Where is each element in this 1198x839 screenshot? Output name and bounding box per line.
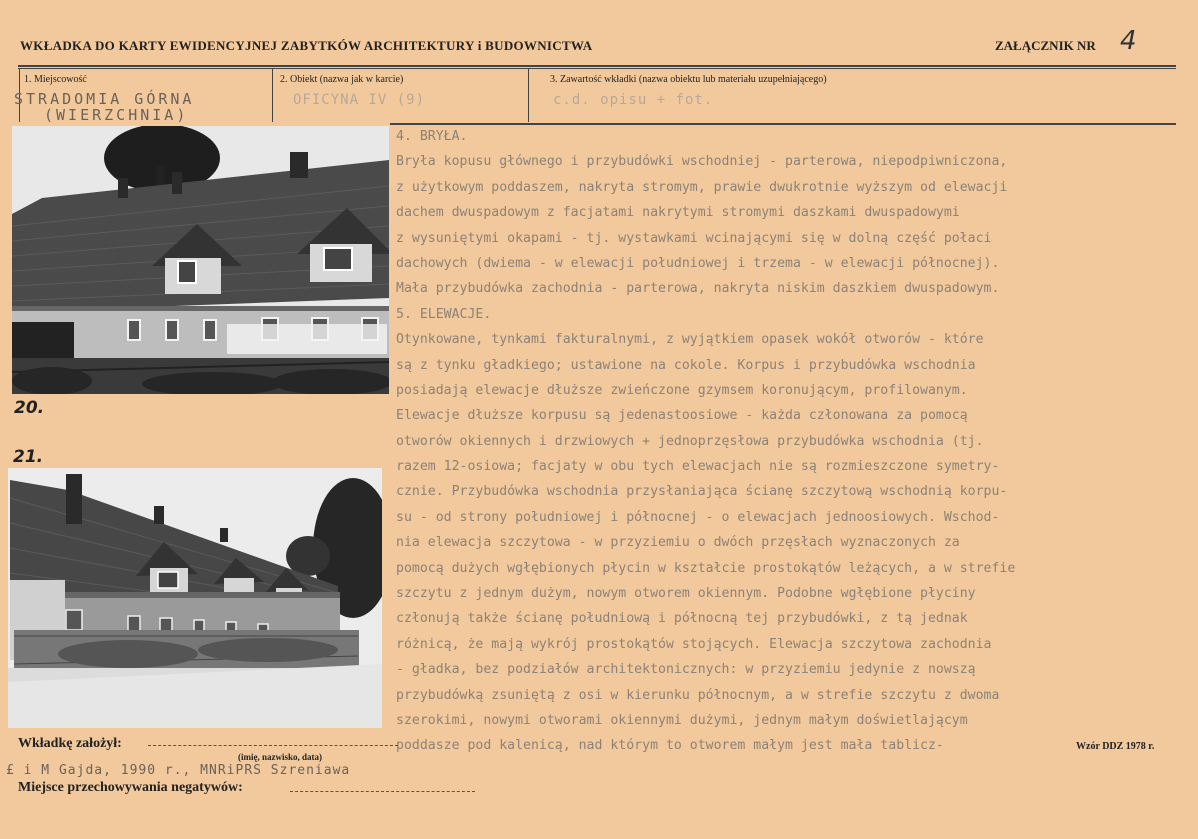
author-value: £ i M Gajda, 1990 r., MNRiPRS Szreniawa <box>6 763 351 778</box>
text-line: Otynkowane, tynkami fakturalnymi, z wyjątkiem opasek wokół otworów - które <box>396 332 984 348</box>
object-value: OFICYNA IV (9) <box>293 92 426 108</box>
negatives-label: Miejsce przechowywania negatywów: <box>18 780 243 795</box>
text-line: Bryła kopusu głównego i przybudówki wschodniej - parterowa, niepodpiwniczona, <box>396 154 1008 170</box>
photo-number-2: 21. <box>13 447 44 467</box>
text-line: 4. BRYŁA. <box>396 129 468 144</box>
text-line: dachem dwuspadowym z facjatami nakrytymi stromymi daszkami dwuspadowymi <box>396 205 960 221</box>
text-line: otworów okiennych i drzwiowych + jednoprzęsłowa przybudówka wschodnia (tj. <box>396 433 984 449</box>
text-line: su - od strony południowej i północnej - o elewacjach jednoosiowych. Wschod- <box>396 509 1000 525</box>
text-line: dachowych (dwiema - w elewacji południowej i trzema - w elewacji północnej). <box>396 255 1000 271</box>
card-title: WKŁADKA DO KARTY EWIDENCYJNEJ ZABYTKÓW ARCHITEKTURY i BUDOWNICTWA <box>20 38 593 53</box>
text-line: Mała przybudówka zachodnia - parterowa, nakryta niskim daszkiem dwuspadowym. <box>396 281 1000 297</box>
text-line: różnicą, że mają wykrój prostokątów stojących. Elewacja szczytowa zachodnia <box>396 636 992 652</box>
text-line: przybudówką zsuniętą z osi w kierunku północnym, a w strefie szczytu z dwoma <box>396 687 1000 703</box>
text-line: szerokimi, nowymi otworami okiennymi dużymi, jednym małym doświetlającym <box>396 712 968 728</box>
locality-value-line1: STRADOMIA GÓRNA <box>14 90 195 108</box>
text-line: - gładka, bez podziałów architektonicznych: w przyziemiu jedynie z nowszą <box>396 662 976 678</box>
description-text <box>396 124 1186 759</box>
header-rule-thin <box>18 68 1176 69</box>
author-label: Wkładkę założył: <box>18 736 122 751</box>
field-divider <box>528 68 529 122</box>
attachment-number: 4 <box>1120 26 1137 56</box>
content-label: 3. Zawartość wkładki (nazwa obiektu lub materiału uzupełniającego) <box>550 74 827 85</box>
text-line: posiadają elewacje dłuższe zwieńczone gzymsem koronującym, profilowanym. <box>396 382 968 398</box>
header-rule <box>18 65 1176 67</box>
field-divider <box>272 68 273 122</box>
text-line: poddasze pod kalenicą, nad którym to otworem małym jest mała tablicz- <box>396 738 944 754</box>
text-line: Elewacje dłuższe korpusu są jedenastoosiowe - każda członowana za pomocą <box>396 408 968 424</box>
text-line: cznie. Przybudówka wschodnia przysłaniająca ścianę szczytową wschodnią korpu- <box>396 484 1008 500</box>
text-line: szczytu z jednym dużym, nowym otworem okiennym. Podobne wgłębione płyciny <box>396 586 976 602</box>
content-value: c.d. opisu + fot. <box>553 92 714 108</box>
locality-label: 1. Miejscowość <box>24 74 87 85</box>
attachment-label: ZAŁĄCZNIK NR <box>995 38 1096 53</box>
text-line: z użytkowym poddaszem, nakryta stromym, prawie dwukrotnie wyższym od elewacji <box>396 179 1008 195</box>
photo-building-corner <box>8 468 382 728</box>
text-line: nia elewacja szczytowa - w przyziemiu o dwóch przęsłach wyznaczonych za <box>396 535 960 551</box>
negatives-line <box>290 791 475 792</box>
text-line: członują także ścianę południową i północną tej przybudówki, z tą jednak <box>396 611 968 627</box>
object-label: 2. Obiekt (nazwa jak w karcie) <box>280 74 404 85</box>
locality-value-line2: (WIERZCHNIA) <box>44 106 189 124</box>
author-line <box>148 745 398 746</box>
text-line: pomocą dużych wgłębionych płycin w kształcie prostokątów leżących, a w strefie <box>396 560 1016 576</box>
text-line: z wysuniętymi okapami - tj. wystawkami wcinającymi się w dolną część połaci <box>396 230 992 246</box>
form-reference: Wzór DDZ 1978 r. <box>1076 741 1155 752</box>
photo-number-1: 20. <box>14 398 45 418</box>
text-line: razem 12-osiowa; facjaty w obu tych elewacjach nie są rozmieszczone symetry- <box>396 459 1000 475</box>
author-sublabel: (imię, nazwisko, data) <box>238 752 322 762</box>
text-line: 5. ELEWACJE. <box>396 306 492 322</box>
photo-building-front <box>12 126 389 394</box>
text-line: są z tynku gładkiego; ustawione na cokole. Korpus i przybudówka wschodnia <box>396 357 976 373</box>
